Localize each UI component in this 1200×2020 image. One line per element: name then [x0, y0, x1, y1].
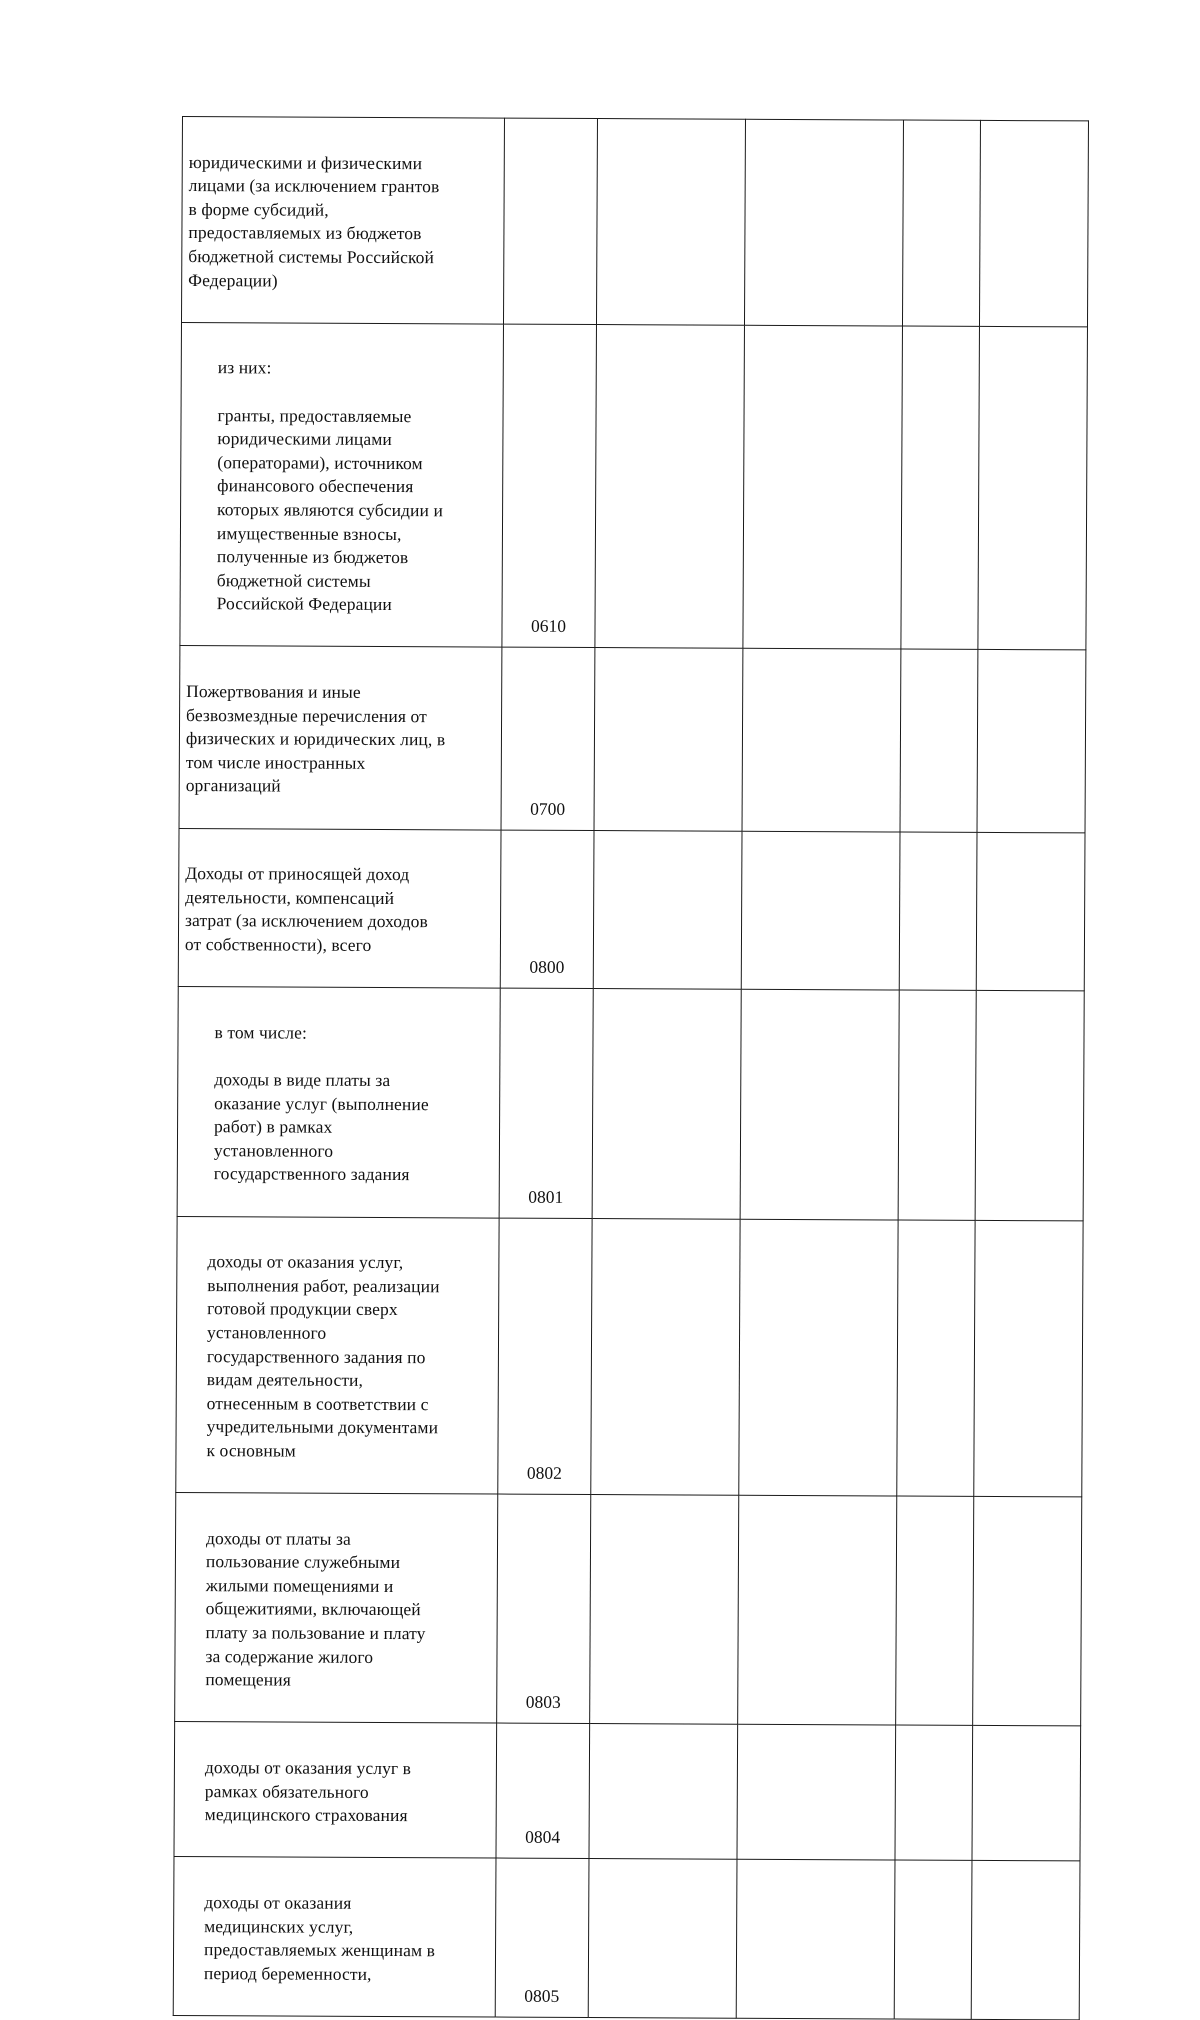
value-cell: [977, 650, 1086, 833]
value-cell: [593, 830, 742, 989]
value-cell: [976, 832, 1085, 991]
table-row: [173, 1857, 1080, 2020]
value-cell: [740, 989, 899, 1219]
row-description: [178, 828, 501, 988]
row-description-text: доходы в виде платы за оказание услуг (выполнение работ) в рамках установленного государственного задания: [213, 1069, 429, 1185]
row-lead-text: в том числе:: [214, 1021, 307, 1043]
value-cell: [736, 1860, 895, 2019]
row-code: 0800: [500, 830, 594, 989]
row-description-text: гранты, предоставляемые юридическими лицами (операторами), источником финансового обеспечения которых являются субсидии и имущественные взносы, полученные из бюджетов бюджетной системы Российской Федерации: [216, 404, 443, 615]
table-row: [174, 1722, 1081, 1861]
row-description: [177, 987, 500, 1218]
value-cell: [979, 120, 1088, 326]
budget-table-body: [173, 117, 1088, 2020]
value-cell: [974, 1220, 1083, 1497]
row-code: 0805: [495, 1858, 589, 2017]
value-cell: [737, 1725, 896, 1861]
row-code: 0802: [498, 1218, 592, 1495]
row-description: [180, 322, 504, 647]
value-cell: [596, 119, 745, 325]
value-cell: [973, 1496, 1082, 1726]
row-description: [176, 1216, 499, 1494]
row-description: [179, 646, 502, 830]
row-description: [174, 1722, 497, 1859]
value-cell: [978, 326, 1088, 650]
value-cell: [898, 990, 976, 1220]
table-row: [175, 1493, 1082, 1727]
value-cell: [744, 119, 903, 326]
row-code: 0801: [499, 988, 593, 1218]
value-cell: [591, 1218, 740, 1495]
value-cell: [895, 1725, 973, 1860]
value-cell: [899, 832, 977, 991]
value-cell: [743, 325, 903, 649]
row-code: [503, 118, 597, 324]
value-cell: [897, 1220, 975, 1497]
row-description: [181, 117, 504, 324]
value-cell: [594, 648, 743, 831]
row-description: [173, 1857, 496, 2017]
value-cell: [742, 649, 901, 832]
table-row: [178, 828, 1085, 991]
row-description: [175, 1493, 498, 1724]
table-row: [181, 117, 1088, 327]
table-row: [176, 1216, 1083, 1497]
value-cell: [902, 120, 980, 326]
row-lead-text: из них:: [217, 357, 272, 378]
value-cell: [589, 1724, 738, 1860]
value-cell: [901, 326, 980, 650]
row-code: 0803: [497, 1494, 591, 1724]
row-code: 0610: [502, 324, 597, 648]
value-cell: [590, 1495, 739, 1725]
value-cell: [739, 1219, 898, 1496]
table-row: [177, 987, 1084, 1221]
value-cell: [896, 1496, 974, 1726]
table-row: [180, 322, 1088, 650]
row-description-text: юридическими и физическими лицами (за исключением грантов в форме субсидий, предоставляемых из бюджетов бюджетной системы Российской Федерации): [188, 151, 440, 291]
row-description-text: доходы от оказания услуг в рамках обязательного медицинского страхования: [204, 1757, 412, 1826]
value-cell: [595, 324, 745, 648]
row-description-text: доходы от оказания услуг, выполнения работ, реализации готовой продукции сверх установленного государственного задания по видам деятельности, отнесенным в соответствии с учредительными документами к основным: [206, 1251, 440, 1461]
value-cell: [975, 991, 1084, 1221]
row-description-text: Пожертвования и иные безвозмездные перечисления от физических и юридических лиц, в том числе иностранных организаций: [185, 681, 446, 796]
value-cell: [972, 1726, 1081, 1861]
value-cell: [588, 1859, 737, 2018]
row-code: 0804: [496, 1723, 590, 1858]
value-cell: [738, 1495, 897, 1725]
value-cell: [971, 1861, 1080, 2020]
value-cell: [894, 1860, 972, 2019]
value-cell: [592, 989, 741, 1219]
budget-table: [173, 116, 1089, 2020]
row-description-text: Доходы от приносящей доход деятельности, компенсаций затрат (за исключением доходов от собственности), всего: [184, 863, 428, 955]
value-cell: [741, 831, 900, 990]
value-cell: [900, 649, 978, 832]
table-row: [179, 646, 1086, 833]
row-description-text: доходы от платы за пользование служебными жилыми помещениями и общежитиями, включающей плату за пользование и плату за содержание жилого помещения: [205, 1527, 426, 1690]
row-code: 0700: [501, 648, 595, 831]
row-description-text: доходы от оказания медицинских услуг, предоставляемых женщинам в период беременности,: [203, 1892, 436, 1984]
